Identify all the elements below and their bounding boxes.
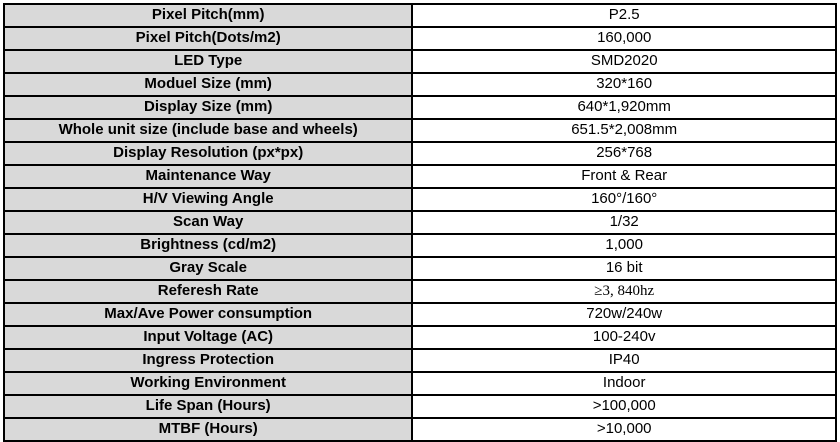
spec-label: Moduel Size (mm) bbox=[4, 73, 412, 96]
spec-label: Pixel Pitch(mm) bbox=[4, 4, 412, 27]
spec-label: H/V Viewing Angle bbox=[4, 188, 412, 211]
row-pixel-pitch-mm bbox=[4, 4, 836, 27]
spec-value: >10,000 bbox=[412, 418, 836, 441]
spec-value: >100,000 bbox=[412, 395, 836, 418]
row-life-span bbox=[4, 395, 836, 418]
spec-value: 720w/240w bbox=[412, 303, 836, 326]
spec-label: Input Voltage (AC) bbox=[4, 326, 412, 349]
row-brightness bbox=[4, 234, 836, 257]
spec-value: 320*160 bbox=[412, 73, 836, 96]
row-maintenance-way bbox=[4, 165, 836, 188]
row-ingress-protection bbox=[4, 349, 836, 372]
led-specification-table bbox=[3, 3, 837, 442]
spec-label: Brightness (cd/m2) bbox=[4, 234, 412, 257]
row-display-size bbox=[4, 96, 836, 119]
spec-label: Ingress Protection bbox=[4, 349, 412, 372]
row-mtbf bbox=[4, 418, 836, 441]
spec-value: SMD2020 bbox=[412, 50, 836, 73]
spec-label: Maintenance Way bbox=[4, 165, 412, 188]
spec-label: Display Resolution (px*px) bbox=[4, 142, 412, 165]
spec-value: 1/32 bbox=[412, 211, 836, 234]
row-input-voltage bbox=[4, 326, 836, 349]
row-viewing-angle bbox=[4, 188, 836, 211]
row-working-environment bbox=[4, 372, 836, 395]
spec-label: Max/Ave Power consumption bbox=[4, 303, 412, 326]
spec-label: Life Span (Hours) bbox=[4, 395, 412, 418]
spec-label: Whole unit size (include base and wheels) bbox=[4, 119, 412, 142]
row-gray-scale bbox=[4, 257, 836, 280]
spec-label: Pixel Pitch(Dots/m2) bbox=[4, 27, 412, 50]
spec-label: LED Type bbox=[4, 50, 412, 73]
spec-value: 651.5*2,008mm bbox=[412, 119, 836, 142]
row-display-resolution bbox=[4, 142, 836, 165]
spec-value: Front & Rear bbox=[412, 165, 836, 188]
spec-value: ≥3, 840hz bbox=[412, 280, 836, 303]
spec-label: Referesh Rate bbox=[4, 280, 412, 303]
spec-value: 160,000 bbox=[412, 27, 836, 50]
row-led-type bbox=[4, 50, 836, 73]
spec-label: Display Size (mm) bbox=[4, 96, 412, 119]
spec-value: Indoor bbox=[412, 372, 836, 395]
spec-label: Working Environment bbox=[4, 372, 412, 395]
spec-value: 1,000 bbox=[412, 234, 836, 257]
spec-value: P2.5 bbox=[412, 4, 836, 27]
spec-value: 256*768 bbox=[412, 142, 836, 165]
row-power-consumption bbox=[4, 303, 836, 326]
spec-value: 160°/160° bbox=[412, 188, 836, 211]
spec-value: 640*1,920mm bbox=[412, 96, 836, 119]
row-pixel-pitch-dots bbox=[4, 27, 836, 50]
row-refresh-rate bbox=[4, 280, 836, 303]
row-scan-way bbox=[4, 211, 836, 234]
spec-label: Scan Way bbox=[4, 211, 412, 234]
spec-value: IP40 bbox=[412, 349, 836, 372]
row-whole-unit-size bbox=[4, 119, 836, 142]
row-module-size bbox=[4, 73, 836, 96]
spec-value: 16 bit bbox=[412, 257, 836, 280]
spec-label: MTBF (Hours) bbox=[4, 418, 412, 441]
spec-value: 100-240v bbox=[412, 326, 836, 349]
spec-label: Gray Scale bbox=[4, 257, 412, 280]
